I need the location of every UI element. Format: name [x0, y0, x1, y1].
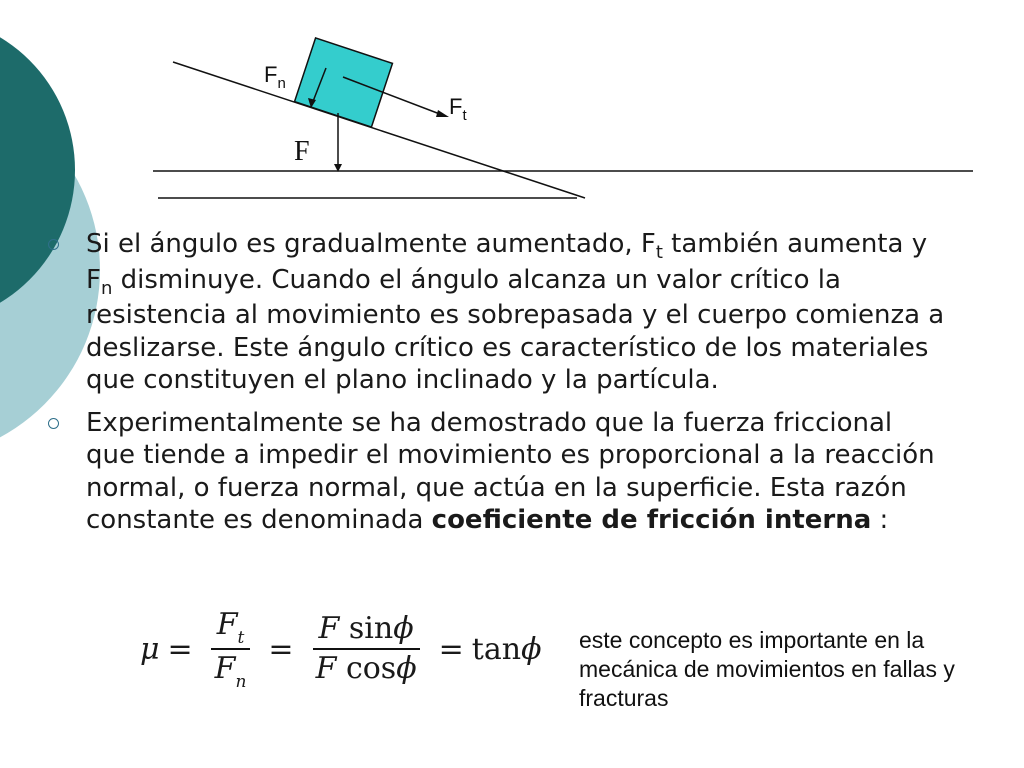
- bullet-item-angle: Si el ángulo es gradualmente aumentado, $F_t$ también aumenta y $F_n$ disminuye. Cuando el ángulo alcanza un valor crítico la resistencia al movimiento es sobrepasada y el cuerpo comienza a deslizarse. Este ángulo crítico es característico de los materiales que constituyen el plano inclinado y la partícula.: [48, 228, 948, 397]
- fraction-sin-cos: $\frac{\text{F sinϕ}}{\text{F cosϕ}}$: [310, 610, 423, 688]
- bullet-circle-icon: [48, 418, 59, 429]
- label-f: F: [294, 136, 310, 167]
- label-ft: $F_t$: [449, 94, 467, 124]
- bold-term: coeficiente de fricción interna: [431, 505, 872, 535]
- bullet-item-friction: Experimentalmente se ha demostrado que la fuerza friccional que tiende a impedir el movimiento es proporcional a la reacción normal, o fuerza normal, que actúa en la superficie. Esta razón constante es denominada coeficiente de fricción interna :: [48, 407, 948, 537]
- inclined-plane-diagram: [0, 0, 1024, 230]
- bullet-list: [48, 228, 948, 537]
- friction-coefficient-formula: μ = $\frac{F_t}{F_n}$ = $\frac{\text{F sinϕ}}{\text{F cosϕ}}$ = tan ϕ: [140, 607, 542, 692]
- fraction-ft-fn: $\frac{F_t}{F_n}$: [209, 606, 253, 692]
- tangential-force-arrowhead: [436, 110, 449, 117]
- sliding-block: [295, 38, 393, 127]
- bullet-circle-icon: [48, 239, 59, 250]
- side-note: este concepto es importante en la mecánica de movimientos en fallas y fracturas: [579, 627, 955, 711]
- label-fn: $F_n$: [264, 62, 286, 92]
